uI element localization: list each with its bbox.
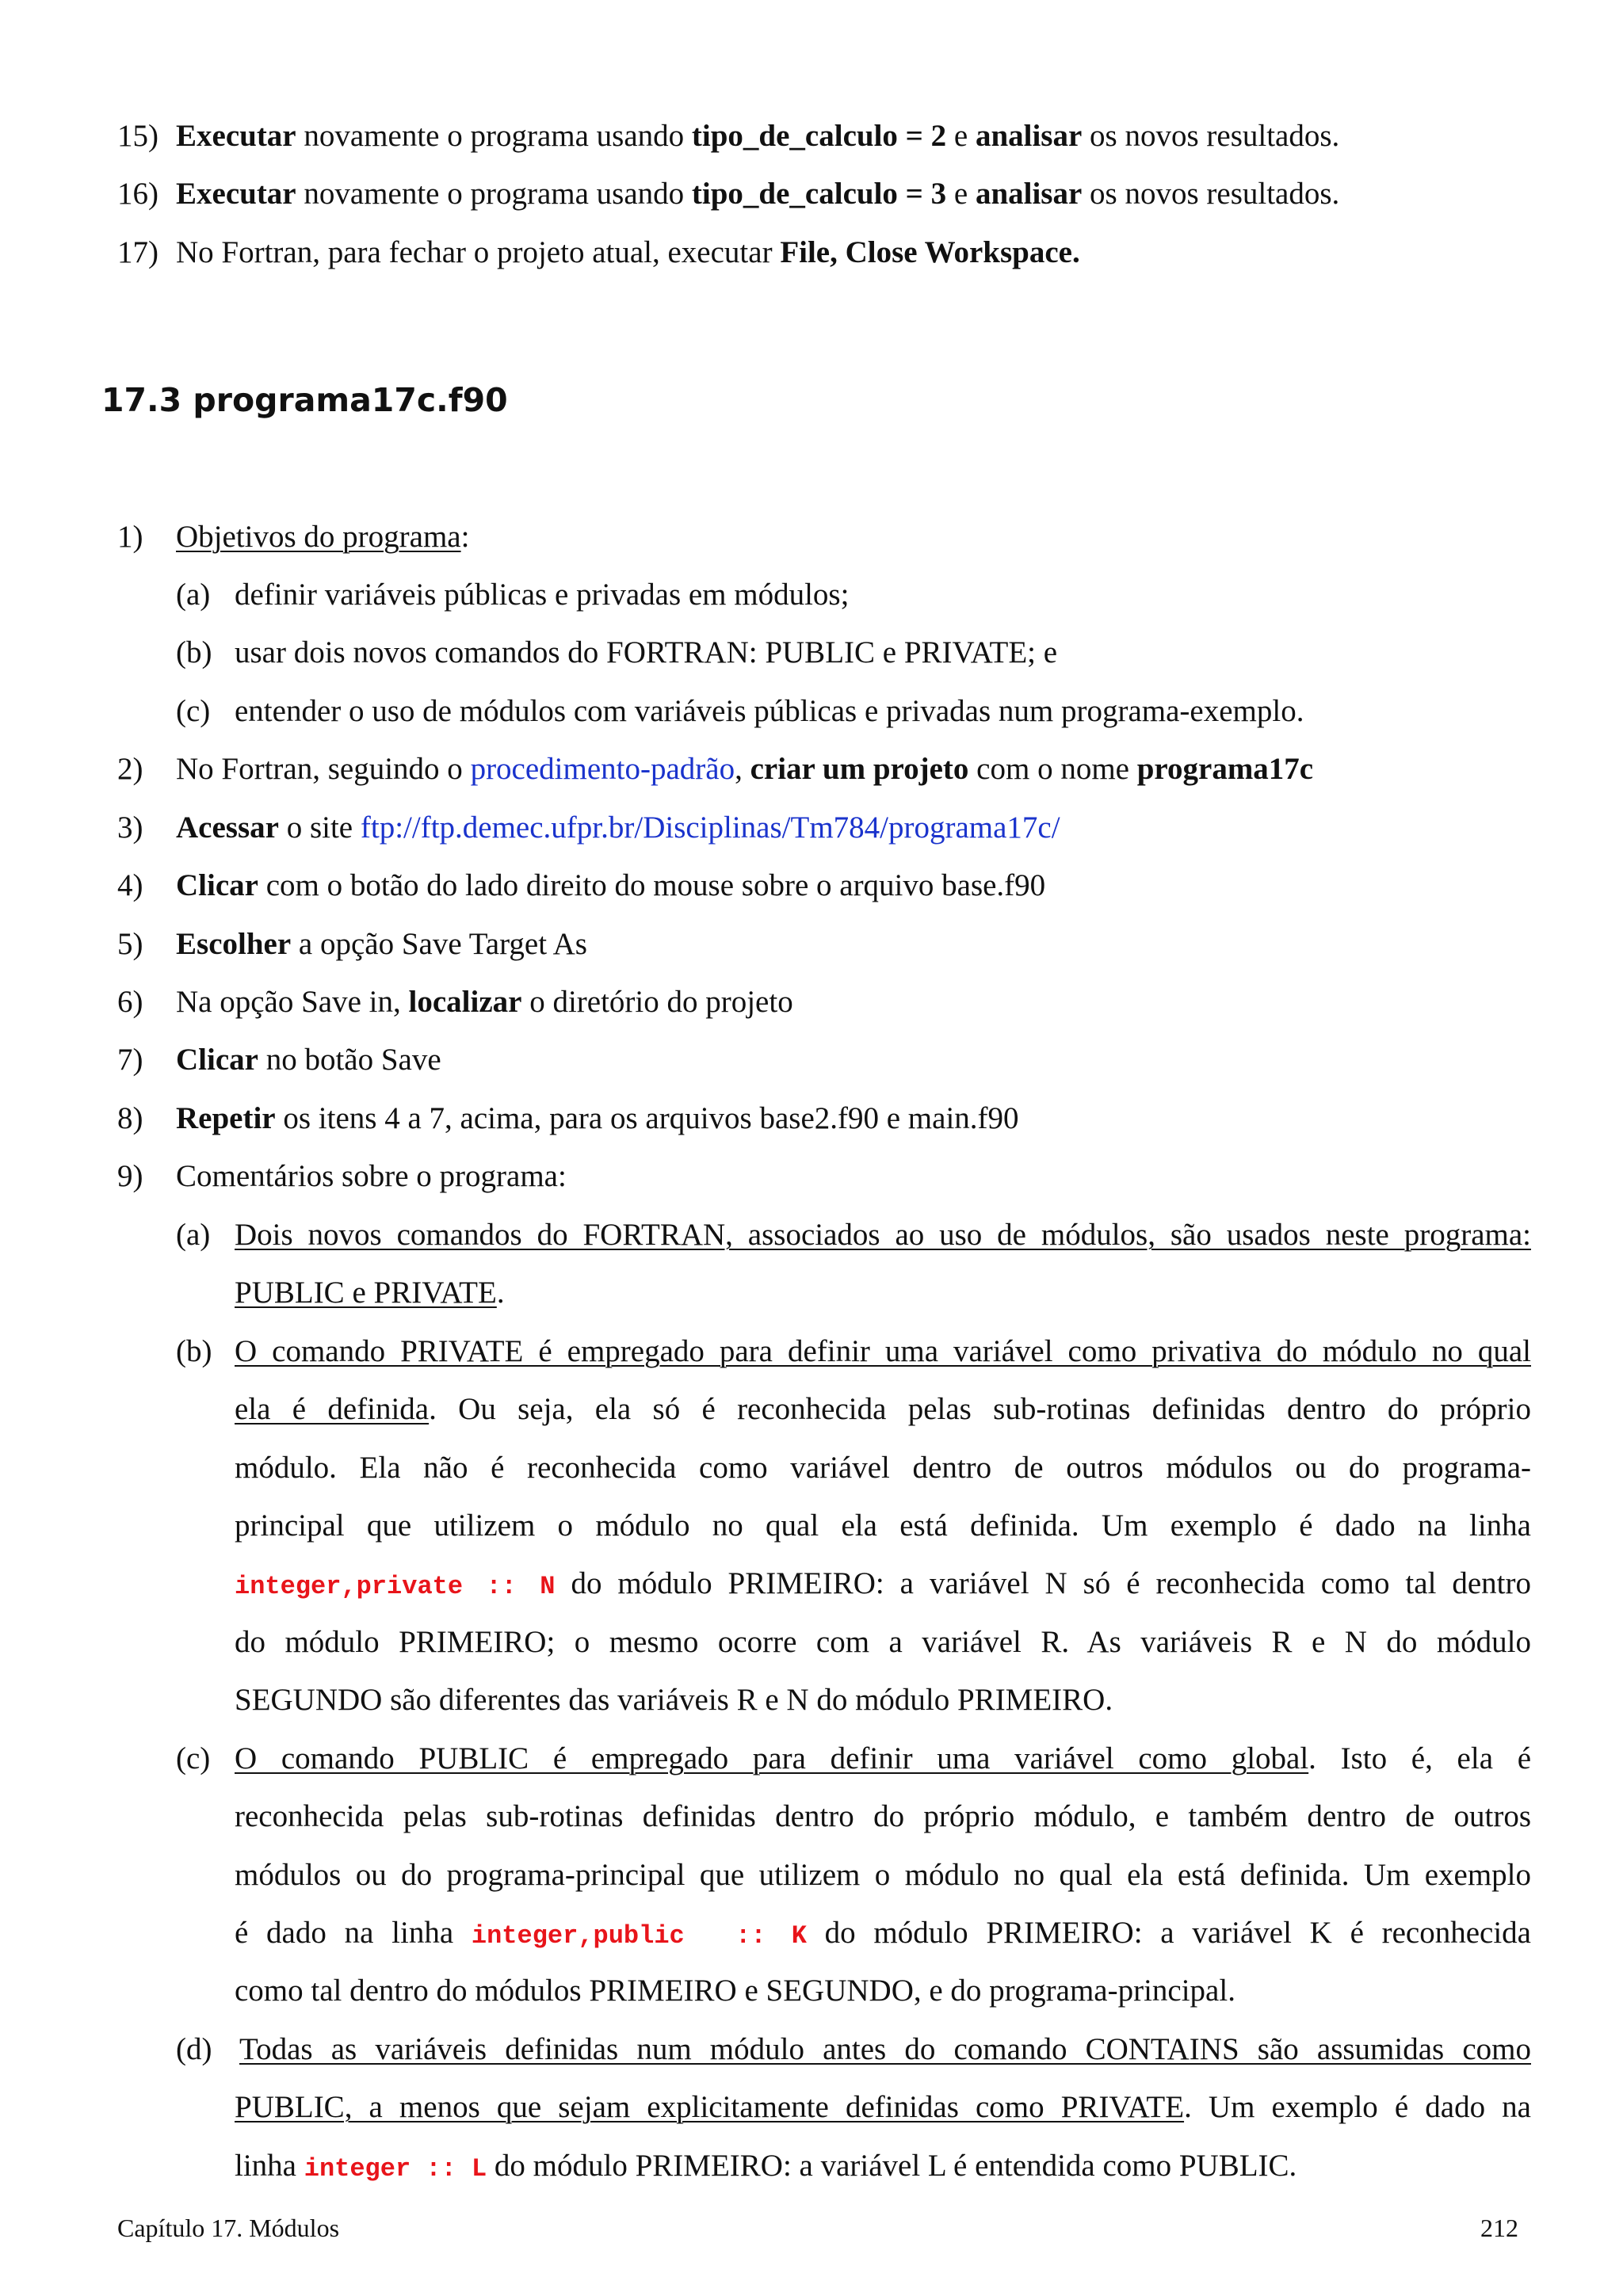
item-9b-line-1: O comando PRIVATE é empregado para definir uma variável como privativa do módulo no qual [235, 1334, 1531, 1368]
item-4-text: Clicar com o botão do lado direito do mouse sobre o arquivo base.f90 [176, 868, 1046, 902]
item-1c-number: (c) [176, 694, 211, 728]
item-9c-line-5: como tal dentro do módulos PRIMEIRO e SEGUNDO, e do programa-principal. [235, 1974, 1235, 2008]
item-7-text: Clicar no botão Save [176, 1043, 441, 1077]
item-1a-number: (a) [176, 578, 211, 612]
item-15-text: Executar novamente o programa usando tipo_de_calculo = 2 e analisar os novos resultados. [176, 119, 1340, 153]
item-2-number: 2) [117, 752, 143, 786]
item-17-text: No Fortran, para fechar o projeto atual, executar File, Close Workspace. [176, 235, 1080, 269]
item-9c-number: (c) [176, 1741, 211, 1775]
item-9-text: Comentários sobre o programa: [176, 1159, 567, 1193]
code-snippet: integer :: L [304, 2154, 487, 2183]
item-1c-text: entender o uso de módulos com variáveis públicas e privadas num programa-exemplo. [235, 694, 1304, 728]
item-9c-line-3: módulos ou do programa-principal que utilizem o módulo no qual ela está definida. Um exemplo [235, 1858, 1531, 1892]
item-8-text: Repetir os itens 4 a 7, acima, para os arquivos base2.f90 e main.f90 [176, 1101, 1019, 1135]
item-4-number: 4) [117, 868, 143, 902]
item-9b-line-2: ela é definida. Ou seja, ela só é reconhecida pelas sub-rotinas definidas dentro do próprio [235, 1392, 1531, 1426]
footer-chapter: Capítulo 17. Módulos [117, 2214, 340, 2242]
item-1b-text: usar dois novos comandos do FORTRAN: PUBLIC e PRIVATE; e [235, 635, 1058, 669]
item-3-number: 3) [117, 810, 143, 845]
item-9b-line-5: integer,private :: N do módulo PRIMEIRO: a variável N só é reconhecida como tal dentro [235, 1566, 1532, 1601]
item-16-number: 16) [117, 177, 158, 211]
item-2-text: No Fortran, seguindo o procedimento-padrão, criar um projeto com o nome programa17c [176, 752, 1314, 786]
item-9d-line-2: PUBLIC, a menos que sejam explicitamente definidas como PRIVATE. Um exemplo é dado na [235, 2090, 1531, 2124]
item-9b-line-7: SEGUNDO são diferentes das variáveis R e N do módulo PRIMEIRO. [235, 1683, 1113, 1717]
section-heading: 17.3 programa17c.f90 [101, 381, 508, 419]
item-1b-number: (b) [176, 635, 212, 669]
item-9b-line-6: do módulo PRIMEIRO; o mesmo ocorre com a variável R. As variáveis R e N do módulo [235, 1625, 1531, 1659]
item-15-number: 15) [117, 119, 158, 153]
code-snippet: integer,private :: N [235, 1572, 556, 1601]
item-9b-line-3: módulo. Ela não é reconhecida como variável dentro de outros módulos ou do programa- [235, 1451, 1531, 1485]
item-9d-number: (d) [176, 2032, 212, 2066]
procedimento-padrao-link[interactable]: procedimento-padrão [470, 752, 735, 786]
item-9c-line-4: é dado na linha integer,public :: K do módulo PRIMEIRO: a variável K é reconhecida [235, 1916, 1531, 1951]
item-9b-number: (b) [176, 1334, 212, 1368]
item-9d-line-1: Todas as variáveis definidas num módulo antes do comando CONTAINS são assumidas como [239, 2032, 1531, 2066]
item-9c-line-2: reconhecida pelas sub-rotinas definidas dentro do próprio módulo, e também dentro de outros [235, 1799, 1531, 1833]
item-7-number: 7) [117, 1043, 143, 1077]
item-9c-line-1: O comando PUBLIC é empregado para definir uma variável como global. Isto é, ela é [235, 1741, 1531, 1775]
item-9b-line-4: principal que utilizem o módulo no qual ela está definida. Um exemplo é dado na linha [235, 1508, 1531, 1543]
item-5-text: Escolher a opção Save Target As [176, 927, 587, 961]
code-snippet: integer,public :: K [471, 1921, 807, 1951]
item-9d-line-3: linha integer :: L do módulo PRIMEIRO: a variável L é entendida como PUBLIC. [235, 2149, 1297, 2183]
item-1-text: Objetivos do programa: [176, 520, 470, 554]
item-6-text: Na opção Save in, localizar o diretório do projeto [176, 985, 793, 1019]
ftp-site-link[interactable]: ftp://ftp.demec.ufpr.br/Disciplinas/Tm784/programa17c/ [360, 810, 1060, 845]
item-17-number: 17) [117, 235, 158, 269]
item-5-number: 5) [117, 927, 143, 961]
item-9-number: 9) [117, 1159, 143, 1193]
item-1-number: 1) [117, 520, 143, 554]
item-16-text: Executar novamente o programa usando tipo_de_calculo = 3 e analisar os novos resultados. [176, 177, 1340, 211]
item-1a-text: definir variáveis públicas e privadas em módulos; [235, 578, 850, 612]
item-9a-line-1: Dois novos comandos do FORTRAN, associados ao uso de módulos, são usados neste programa: [235, 1218, 1531, 1252]
item-3-text: Acessar o site ftp://ftp.demec.ufpr.br/Disciplinas/Tm784/programa17c/ [176, 810, 1060, 845]
item-9a-number: (a) [176, 1218, 211, 1252]
item-8-number: 8) [117, 1101, 143, 1135]
item-6-number: 6) [117, 985, 143, 1019]
item-9a-line-2: PUBLIC e PRIVATE. [235, 1276, 505, 1310]
footer-page-number: 212 [1480, 2214, 1518, 2242]
